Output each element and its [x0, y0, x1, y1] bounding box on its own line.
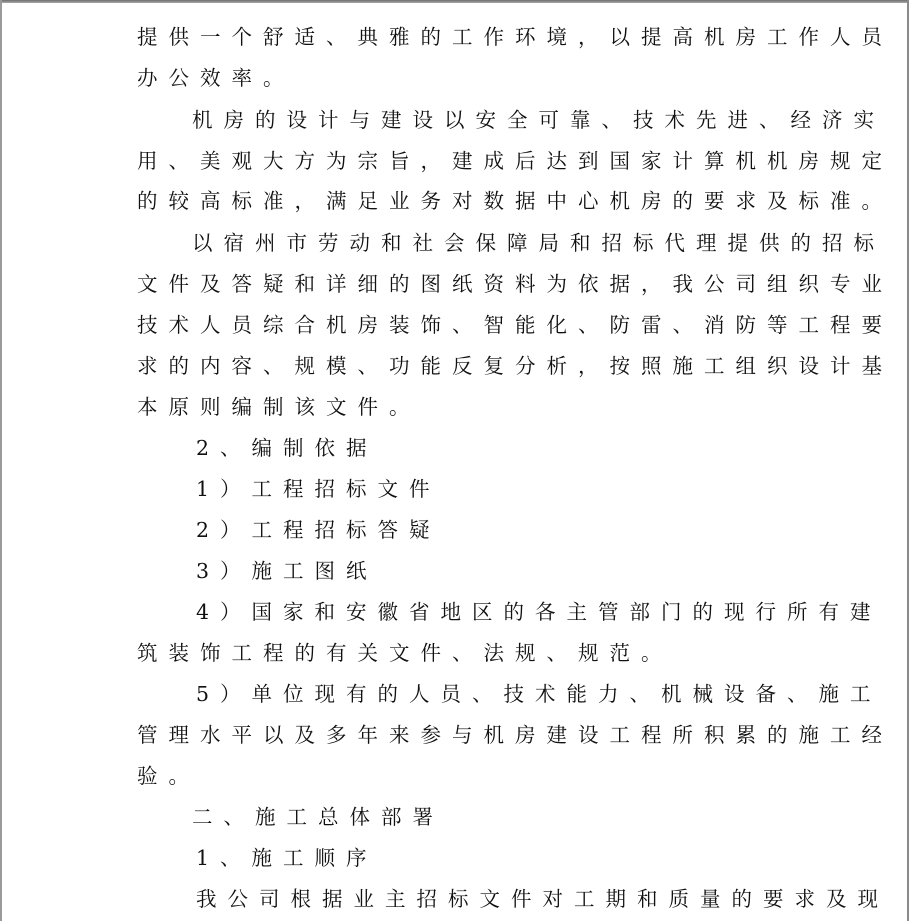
text-line: 用、美观大方为宗旨，建成后达到国家计算机机房规定: [137, 149, 893, 173]
text-line: 技术人员综合机房装饰、智能化、防雷、消防等工程要: [137, 313, 893, 337]
subsection-heading: 1、施工顺序: [196, 846, 378, 870]
text-line: 管理水平以及多年来参与机房建设工程所积累的施工经: [137, 723, 893, 747]
section-heading: 2、编制依据: [196, 436, 378, 460]
text-line: 文件及答疑和详细的图纸资料为依据，我公司组织专业: [137, 272, 893, 296]
list-item: 2）工程招标答疑: [196, 518, 441, 542]
text-line: 提供一个舒适、典雅的工作环境，以提高机房工作人员: [137, 25, 893, 49]
text-line: 本原则编制该文件。: [137, 395, 421, 419]
text-line: 以宿州市劳动和社会保障局和招标代理提供的招标: [192, 231, 885, 255]
text-line: 求的内容、规模、功能反复分析，按照施工组织设计基: [137, 354, 893, 378]
section-heading: 二、施工总体部署: [192, 805, 444, 829]
list-item: 1）工程招标文件: [196, 477, 441, 501]
text-line: 验。: [137, 764, 200, 788]
text-line: 办公效率。: [137, 66, 295, 90]
text-line: 机房的设计与建设以安全可靠、技术先进、经济实: [192, 108, 885, 132]
text-line: 的较高标准，满足业务对数据中心机房的要求及标准。: [137, 189, 893, 213]
list-item: 3）施工图纸: [196, 559, 378, 583]
list-item: 4）国家和安徽省地区的各主管部门的现行所有建: [196, 600, 882, 624]
text-line: 我公司根据业主招标文件对工期和质量的要求及现: [196, 887, 889, 911]
list-item: 5）单位现有的人员、技术能力、机械设备、施工: [196, 682, 882, 706]
text-line: 筑装饰工程的有关文件、法规、规范。: [137, 641, 673, 665]
